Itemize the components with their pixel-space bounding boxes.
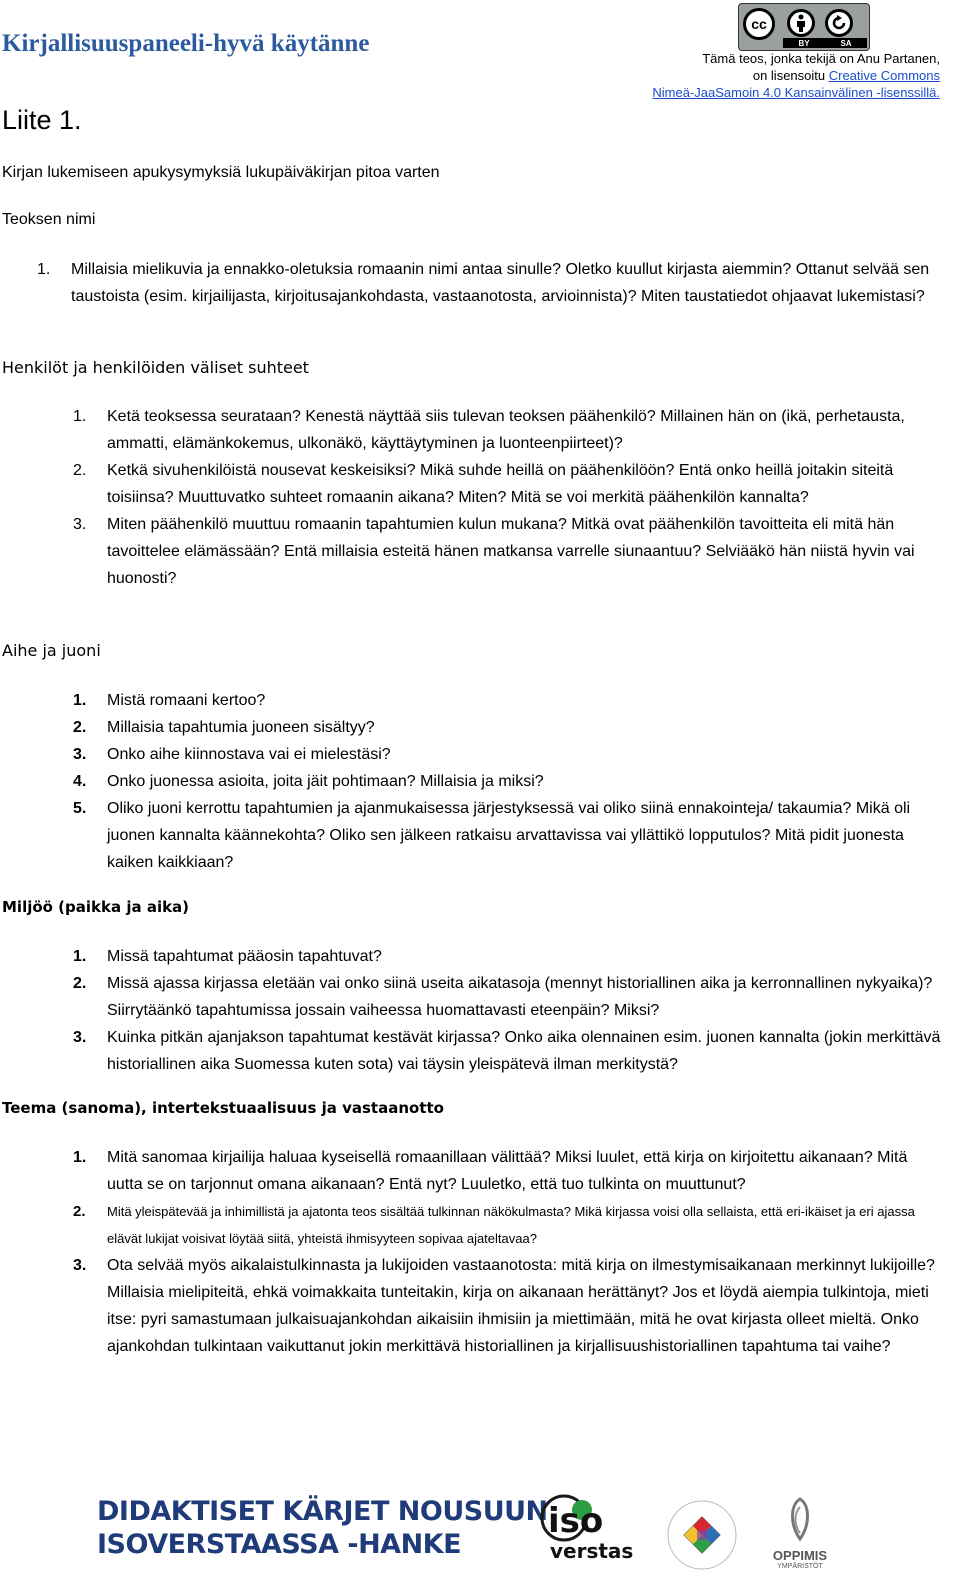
characters-question-list: [73, 403, 943, 592]
list-item: 1. Millaisia mielikuvia ja ennakko-oletuksia romaanin nimi antaa sinulle? Oletko kuullut kirjasta aiemmin? Ottanut selvää sen taustoista (esim. kirjailijasta, kirjoitusajankohdasta, vastaanotosta, arvioinnista)? Miten taustatiedot ohjaavat lukemistasi?: [37, 261, 930, 305]
iso-logo-text: iso: [548, 1501, 604, 1541]
appendix-heading: Liite 1.: [2, 105, 82, 135]
oppimis-logo-subtext: YMPÄRISTÖT: [777, 1563, 823, 1570]
attribution-icon: [787, 9, 815, 37]
oppimisymparistot-logo: [765, 1495, 835, 1575]
oppimis-logo-text: OPPIMIS: [772, 1548, 828, 1563]
theme-question-list: [73, 1144, 943, 1360]
license-line-2: on lisensoitu Creative Commons: [752, 68, 940, 83]
list-item: 3. Kuinka pitkän ajanjakson tapahtumat kestävät kirjassa? Onko aika olennainen esim. juonen kannalta (jokin merkittävä historiallinen aika Suomessa kuten sota) vai täysin yleispätevä ilman merkitystä?: [73, 1029, 941, 1073]
share-alike-icon: [825, 9, 853, 37]
section-heading-plot: Aihe ja juoni: [2, 641, 101, 660]
section-heading-title: Teoksen nimi: [2, 211, 96, 228]
creative-commons-link[interactable]: Creative Commons: [828, 68, 940, 83]
list-item: 4. Onko juonessa asioita, joita jäit pohtimaan? Millaisia ja miksi?: [73, 773, 544, 790]
list-item: 2. Ketkä sivuhenkilöistä nousevat keskeisiksi? Mikä suhde heillä on päähenkilöön? Entä onko heillä joitakin siteitä toisiinsa? Muuttuvatko suhteet romaanin aikana? Miten? Mitä se voi merkitä päähenkilön kannalta?: [73, 462, 894, 506]
document-title: Kirjallisuuspaneeli-hyvä käytänne: [2, 30, 370, 57]
license-name-link[interactable]: Nimeä-JaaSamoin 4.0 Kansainvälinen -lisenssillä.: [652, 85, 940, 100]
verstas-logo-text: verstas: [550, 1539, 634, 1563]
list-item: 3. Ota selvää myös aikalaistulkinnasta ja lukijoiden vastaanotosta: mitä kirja on ilmestymisaikanaan merkinnyt lukijoille? Millaisia mielipiteitä, ehkä voimakkaita tunteitakin, kirja on aikanaan herättänyt? Jos et löydä aiempia tulkintoja, mieti itse: pyri samastumaan julkaisuajankohdan aikaisiin ihmisiin ja miettimään, mitä he ovat kirjasta olleet mieltä. Onko ajankohdan tulkintaan vaikuttanut jokin merkittävä historiallinen ja kirjallisuushistoriallinen tapahtuma tai vaihe?: [73, 1257, 935, 1355]
project-line-1: DIDAKTISET KÄRJET NOUSUUN: [97, 1496, 548, 1527]
opetushallitus-logo: [662, 1495, 742, 1575]
list-item: 1. Ketä teoksessa seurataan? Kenestä näyttää siis tulevan teoksen päähenkilö? Millainen hän on (ikä, perhetausta, ammatti, elämänkokemus, ulkonäkö, käyttäytyminen ja luonteenpiirteet)?: [73, 408, 905, 452]
list-item: 2. Millaisia tapahtumia juoneen sisältyy?: [73, 719, 375, 736]
section-heading-setting: Miljöö (paikka ja aika): [2, 898, 190, 916]
list-item: 3. Onko aihe kiinnostava vai ei mielestäsi?: [73, 746, 391, 763]
section-heading-theme: Teema (sanoma), intertekstuaalisuus ja vastaanotto: [2, 1099, 444, 1117]
project-line-2: ISOVERSTAASSA -HANKE: [97, 1529, 462, 1560]
license-line-1: Tämä teos, jonka tekijä on Anu Partanen,: [702, 51, 940, 66]
list-item: 1. Mistä romaani kertoo?: [73, 692, 266, 709]
list-item: 3. Miten päähenkilö muuttuu romaanin tapahtumien kulun mukana? Mitkä ovat päähenkilön tavoitteita eli mitä hän tavoittelee elämässään? Entä millaisia esteitä hänen matkansa varrelle siunaantuu? Selviääkö hän niistä hyvin vai huonosti?: [73, 516, 915, 587]
license-band: BY SA: [783, 38, 867, 48]
intro-heading: Kirjan lukemiseen apukysymyksiä lukupäiväkirjan pitoa varten: [2, 164, 440, 181]
setting-question-list: [73, 943, 943, 1078]
list-item: 5. Oliko juoni kerrottu tapahtumien ja ajanmukaisessa järjestyksessä vai oliko siinä ennakointeja/ takaumia? Mikä oli juonen kannalta käännekohta? Oliko sen jälkeen ratkaisu arvattavissa vai yllättikö lopputulos? Mitä pidit juonesta kaiken kaikkiaan?: [73, 800, 911, 871]
list-item: 2. Mitä yleispätevää ja inhimillistä ja ajatonta teos sisältää tulkinnan näkökulmasta? Mikä kirjassa voisi olla sellaista, että eri-ikäiset ja eri ajassa elävät lukijat voisivat löytää siitä, yhteistä ihmisyyteen sopivaa ajateltavaa?: [73, 1203, 915, 1246]
section-heading-characters: Henkilöt ja henkilöiden väliset suhteet: [2, 358, 309, 377]
list-item: 1. Mitä sanomaa kirjailija haluaa kyseisellä romaanillaan välittää? Miksi luulet, että kirja on kirjoitettu aikanaan? Mitä uutta se on tarjonnut omana aikanaan? Entä nyt? Luuletko, että tuo tulkinta on muuttunut?: [73, 1149, 908, 1193]
cc-icon: cc: [743, 8, 775, 40]
list-item: 1. Missä tapahtumat pääosin tapahtuvat?: [73, 948, 382, 965]
project-banner: [97, 1495, 548, 1561]
cc-license-badge: [738, 3, 870, 51]
license-text: [610, 50, 940, 101]
list-item: 2. Missä ajassa kirjassa eletään vai onko siinä useita aikatasoja (mennyt historiallinen aika ja kerronnallinen nykyaika)? Siirrytäänkö tapahtumissa jossain vaiheessa huomattavasti eteenpäin? Miksi?: [73, 975, 933, 1019]
isoverstas-logo: [534, 1490, 644, 1565]
plot-question-list: [73, 687, 943, 876]
title-question-list: [37, 256, 937, 310]
